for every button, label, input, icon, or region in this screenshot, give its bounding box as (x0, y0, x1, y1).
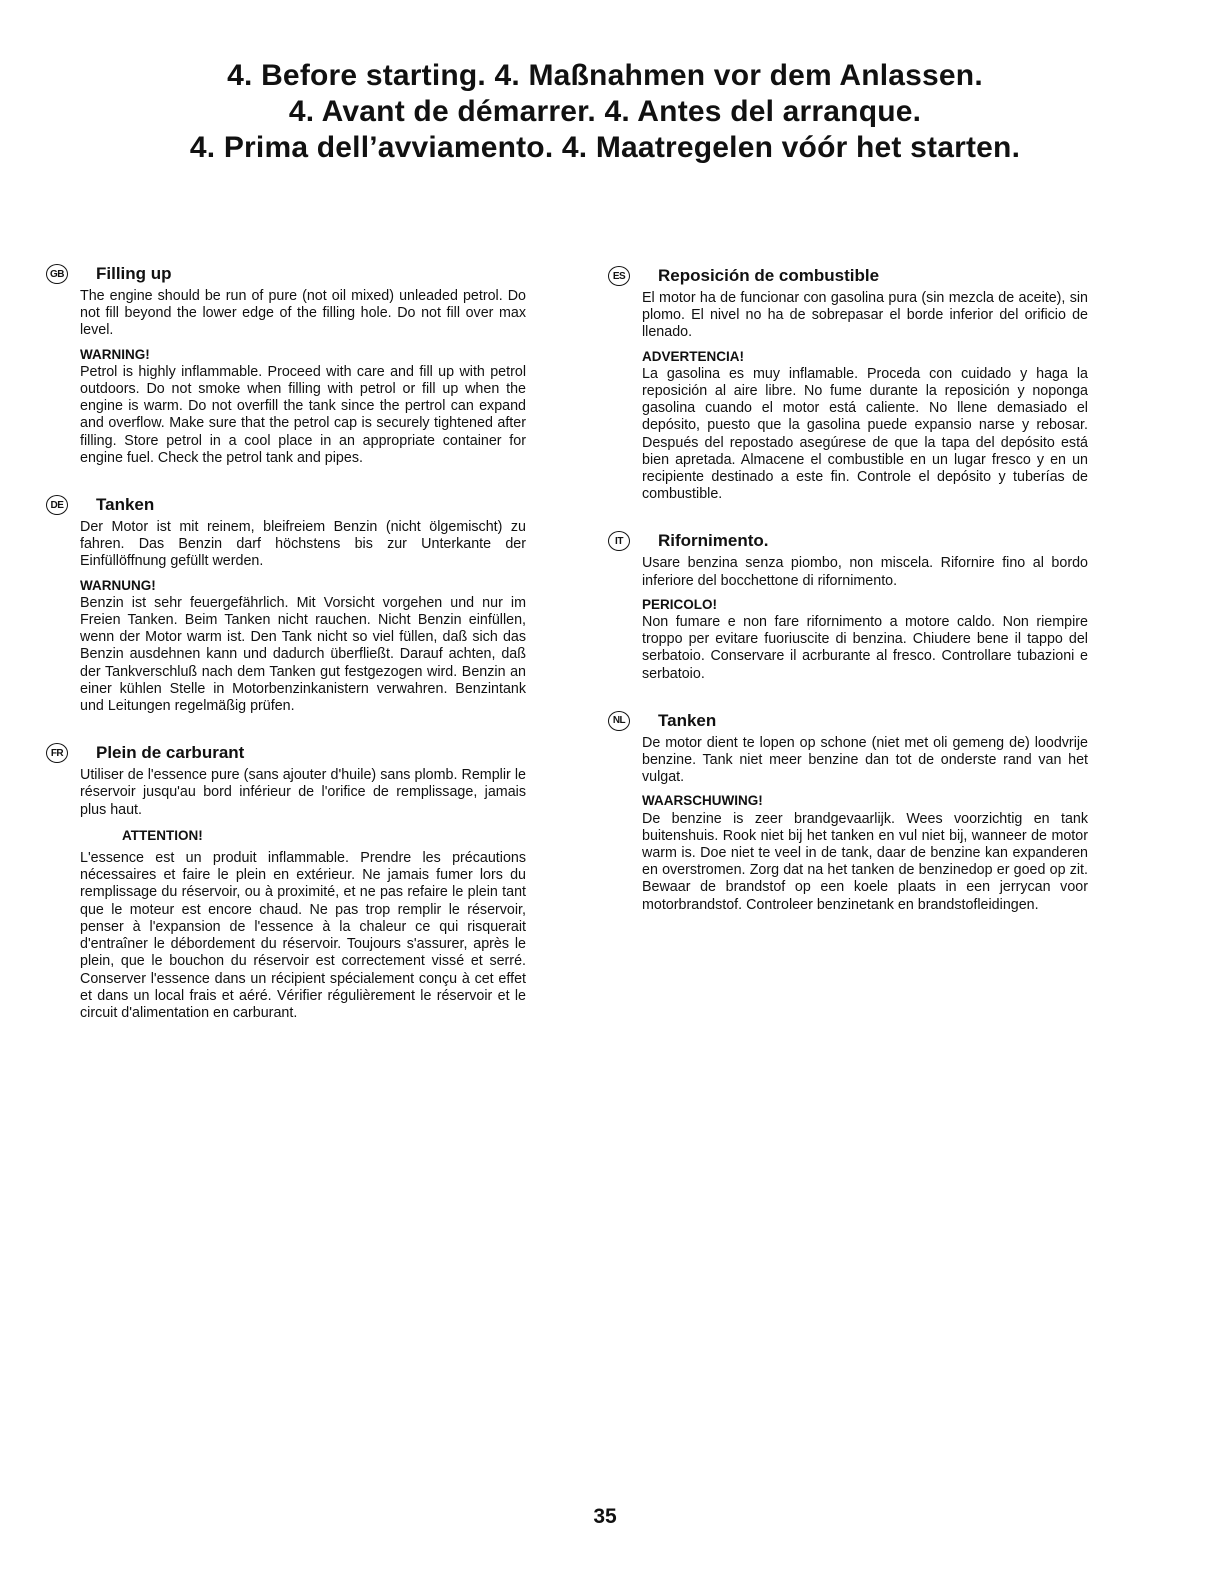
section-gb (46, 262, 526, 467)
warning-label-gb: WARNING! (80, 346, 150, 362)
left-column (46, 262, 526, 1048)
right-column (608, 264, 1088, 940)
warning-label-it: PERICOLO! (642, 596, 718, 612)
page-header (0, 58, 1210, 166)
section-text-nl: De motor dient te lopen op schone (niet met oli gemeng de) loodvrije benzine. Tank niet meer benzine dan tot de onderste rand van het vulgat. (642, 734, 1088, 786)
warning-label-fr: ATTENTION! (122, 827, 203, 843)
warning-text-fr: L'essence est un produit inflammable. Prendre les précautions nécessaires et faire le plein en extérieur. Ne jamais fumer lors du remplissage du réservoir, ou à proximité, et ne pas refaire le plein tant que le moteur est encore chaud. Ne pas trop remplir le réservoir, penser à l'expansion de l'essence à la chaleur ce qui risquerait d'entraîner le débordement du réservoir. Toujours s'assurer, après le plein, que le bouchon du réservoir est correctement vissé et serré. Conserver l'essence dans un récipient spécialement conçu à cet effet et dans un local frais et aéré. Vérifier régulièrement le réservoir et le circuit d'alimentation en carburant. (80, 850, 526, 1021)
section-fr (46, 741, 526, 1022)
page-number: 35 (593, 1505, 617, 1528)
section-text-it: Usare benzina senza piombo, non miscela. Rifornire fino al bordo inferiore del bocchettone di rifornimento. (642, 555, 1088, 589)
warning-text-it: Non fumare e non fare rifornimento a motore caldo. Non riempire troppo per evitare fuoriuscite di benzina. Chiudere bene il tappo del serbatoio. Conservare il acrburante al fresco. Controllare tubazioni e serbatoio. (642, 614, 1088, 682)
header-line-2: 4. Avant de démarrer. 4. Antes del arranque. (288, 95, 922, 128)
section-title-gb: Filling up (96, 264, 172, 283)
country-badge-nl-icon: NL (608, 711, 630, 731)
section-text-fr: Utiliser de l'essence pure (sans ajouter d'huile) sans plomb. Remplir le réservoir jusqu'au bord inférieur de l'orifice de remplissage, jamais plus haut. (80, 767, 526, 818)
warning-label-de: WARNUNG! (80, 577, 156, 593)
section-title-es: Reposición de combustible (658, 266, 880, 285)
section-title-de: Tanken (96, 495, 155, 515)
header-line-3: 4. Prima dell’avviamento. 4. Maatregelen vóór het starten. (189, 131, 1021, 164)
warning-label-es: ADVERTENCIA! (642, 348, 745, 364)
header-line-1: 4. Before starting. 4. Maßnahmen vor dem Anlassen. (227, 59, 983, 92)
country-badge-fr-icon: FR (46, 743, 68, 763)
section-it (608, 529, 1088, 682)
section-title-nl: Tanken (658, 710, 717, 730)
warning-text-de: Benzin ist sehr feuergefährlich. Mit Vorsicht vorgehen und nur im Freien Tanken. Beim Tanken nicht rauchen. Nicht Benzin einfüllen, wenn der Motor warm ist. Den Tank nicht so viel füllen, daß sich das Benzin ausdehnen kann und dadurch überfließt. Darauf achten, daß der Tankverschluß nach dem Tanken gut festgezogen wird. Benzin an einer kühlen Stelle in Motorbenzinkanistern verwahren. Benzintank und Leitungen regelmäßig prüfen. (80, 594, 526, 715)
country-badge-it-icon: IT (608, 531, 630, 551)
section-de (46, 493, 526, 715)
country-badge-de-icon: DE (46, 495, 68, 515)
warning-text-nl: De benzine is zeer brandgevaarlijk. Wees voorzichtig en tank buitenshuis. Rook niet bij het tanken en vul niet bij, wanneer de motor warm is. Doe niet te veel in de tank, daar de benzine kan expanderen en overstromen. Zorg dat na het tanken de benzinedop er goed op zit. Bewaar de brandstof op een koele plaats in een jerrycan voor motorbrandstof. Controleer benzinetank en brandstofleidingen. (642, 810, 1088, 913)
section-nl (608, 709, 1088, 914)
warning-label-nl: WAARSCHUWING! (642, 793, 763, 809)
section-title-it: Rifornimento. (658, 531, 769, 551)
warning-text-gb: Petrol is highly inflammable. Proceed with care and fill up with petrol outdoors. Do not smoke when filling with petrol or fill up when the engine is warm. Do not overfill the tank since the pertrol can expand and overflow. Make sure that the petrol cap is securely tightened after filling. Store petrol in a cool place in an appropriate container for engine fuel. Check the petrol tank and pipes. (80, 363, 526, 466)
country-badge-es-icon: ES (608, 266, 630, 286)
warning-text-es: La gasolina es muy inflamable. Proceda con cuidado y haga la reposición al aire libre. No fume durante la reposición y noponga gasolina cuando el motor está caliente. No llene demasiado el depósito, puesto que la gasolina puede expansio narse y rebosar. Después del repostado asegúrese de que la tapa del depósito está bien apretada. Almacene el combustible en un lugar fresco y en un recipiente destinado a este fin. Controle el depósito y tuberías de combustible. (642, 365, 1088, 503)
section-text-es: El motor ha de funcionar con gasolina pura (sin mezcla de aceite), sin plomo. El nivel no ha de sobrepasar el borde inferior del orificio de llenado. (642, 290, 1088, 341)
section-title-fr: Plein de carburant (96, 743, 245, 763)
country-badge-gb-icon: GB (46, 264, 68, 284)
section-es (608, 264, 1088, 503)
section-text-gb: The engine should be run of pure (not oil mixed) unleaded petrol. Do not fill beyond the lower edge of the filling hole. Do not fill over max level. (80, 288, 526, 339)
section-text-de: Der Motor ist mit reinem, bleifreiem Benzin (nicht ölgemischt) zu fahren. Das Benzin darf höchstens bis zur Unterkante der Einfüllöffnung gefüllt werden. (80, 519, 526, 570)
